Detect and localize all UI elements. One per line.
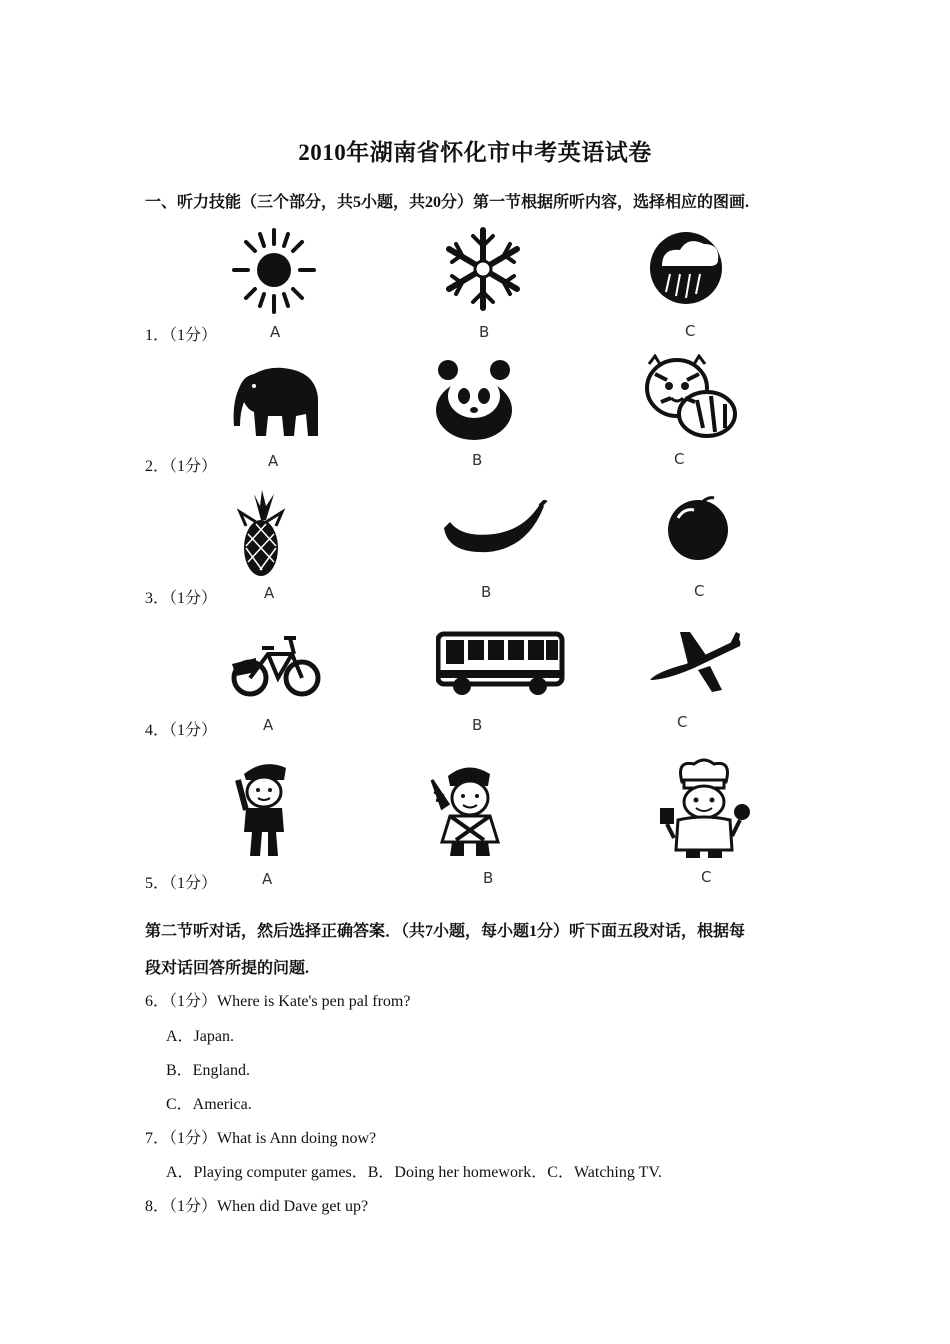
- option-4b-label: B: [472, 716, 483, 734]
- bicycle-icon: [230, 628, 322, 700]
- panda-icon: [434, 358, 516, 442]
- option-3b-label: B: [481, 583, 492, 601]
- cook-icon: [656, 756, 752, 860]
- rain-cloud-icon: [648, 226, 728, 308]
- question-2-number: 2．（1分）: [145, 458, 218, 475]
- apple-icon: [664, 494, 732, 562]
- question-6-option-a[interactable]: A．Japan.: [166, 1028, 234, 1045]
- option-2b-label: B: [472, 451, 483, 469]
- question-4-number: 4．（1分）: [145, 722, 218, 739]
- option-4a-label: A: [263, 716, 274, 734]
- bus-icon: [436, 630, 566, 696]
- question-7-options[interactable]: A．Playing computer games．B．Doing her homework．C．Watching TV.: [166, 1164, 662, 1181]
- farmer-icon: [428, 756, 510, 860]
- option-5c-label: C: [701, 868, 712, 886]
- option-5b-label: B: [483, 869, 494, 887]
- pineapple-icon: [236, 490, 286, 578]
- policeman-icon: [234, 758, 294, 860]
- section-2-heading-line1: 第二节听对话，然后选择正确答案．（共7小题，每小题1分）听下面五段对话，根据每: [145, 923, 746, 940]
- section-2-heading-line2: 段对话回答所提的问题.: [145, 960, 310, 977]
- option-3c-label: C: [694, 582, 705, 600]
- question-6-stem: 6．（1分）Where is Kate's pen pal from?: [145, 993, 411, 1010]
- airplane-icon: [646, 628, 742, 694]
- option-5a-label: A: [262, 870, 273, 888]
- question-6-option-c[interactable]: C．America.: [166, 1096, 252, 1113]
- question-3-number: 3．（1分）: [145, 590, 218, 607]
- snowflake-icon: [440, 224, 526, 314]
- page-title: 2010年湖南省怀化市中考英语试卷: [298, 140, 652, 165]
- tiger-icon: [641, 354, 737, 442]
- option-1b-label: B: [479, 323, 490, 341]
- question-6-option-b[interactable]: B．England.: [166, 1062, 250, 1079]
- question-7-stem: 7．（1分）What is Ann doing now?: [145, 1130, 377, 1147]
- section-1-heading: 一、听力技能（三个部分，共5小题，共20分）第一节根据所听内容，选择相应的图画.: [145, 194, 750, 211]
- option-2c-label: C: [674, 450, 685, 468]
- question-5-number: 5．（1分）: [145, 875, 218, 892]
- sun-icon: [232, 226, 316, 316]
- option-3a-label: A: [264, 584, 275, 602]
- banana-icon: [440, 500, 548, 558]
- option-2a-label: A: [268, 452, 279, 470]
- question-8-stem: 8．（1分）When did Dave get up?: [145, 1198, 369, 1215]
- option-1a-label: A: [270, 323, 281, 341]
- question-1-number: 1．（1分）: [145, 327, 218, 344]
- option-1c-label: C: [685, 322, 696, 340]
- elephant-icon: [232, 362, 322, 440]
- option-4c-label: C: [677, 713, 688, 731]
